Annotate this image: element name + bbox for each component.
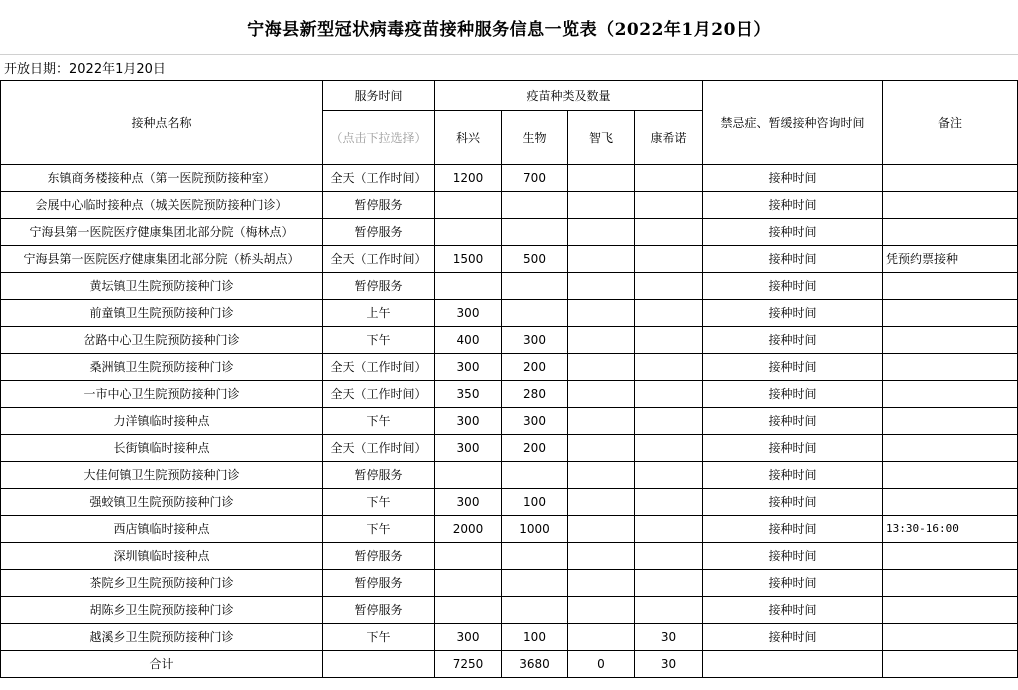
table-row (1, 246, 1018, 273)
table-row (1, 462, 1018, 489)
table-row (1, 192, 1018, 219)
cell-zhifei (568, 435, 635, 462)
cell-shengwu (502, 219, 568, 246)
total-time (323, 651, 435, 678)
cell-remark (883, 462, 1018, 489)
cell-consult: 接种时间 (703, 570, 883, 597)
cell-remark (883, 300, 1018, 327)
cell-consult: 接种时间 (703, 219, 883, 246)
table-row (1, 543, 1018, 570)
cell-kexing: 300 (435, 300, 502, 327)
cell-remark (883, 273, 1018, 300)
cell-site: 力洋镇临时接种点 (1, 408, 323, 435)
cell-shengwu: 700 (502, 165, 568, 192)
cell-kangxinuo (635, 192, 703, 219)
cell-kexing: 2000 (435, 516, 502, 543)
cell-kangxinuo (635, 489, 703, 516)
cell-service-time[interactable]: 下午 (323, 327, 435, 354)
cell-kexing: 1500 (435, 246, 502, 273)
cell-site: 胡陈乡卫生院预防接种门诊 (1, 597, 323, 624)
cell-service-time[interactable]: 全天（工作时间） (323, 435, 435, 462)
total-zhifei: 0 (568, 651, 635, 678)
cell-remark (883, 165, 1018, 192)
cell-service-time[interactable]: 下午 (323, 408, 435, 435)
cell-zhifei (568, 327, 635, 354)
cell-kangxinuo (635, 408, 703, 435)
cell-site: 西店镇临时接种点 (1, 516, 323, 543)
header-remark: 备注 (883, 81, 1018, 165)
cell-site: 茶院乡卫生院预防接种门诊 (1, 570, 323, 597)
cell-remark (883, 624, 1018, 651)
cell-site: 长街镇临时接种点 (1, 435, 323, 462)
cell-remark (883, 597, 1018, 624)
cell-zhifei (568, 462, 635, 489)
total-row (1, 651, 1018, 678)
table-row (1, 300, 1018, 327)
header-kexing: 科兴 (435, 111, 502, 165)
cell-kangxinuo (635, 543, 703, 570)
vaccination-table (0, 80, 1018, 678)
table-row (1, 165, 1018, 192)
cell-remark (883, 354, 1018, 381)
cell-kangxinuo (635, 219, 703, 246)
cell-service-time[interactable]: 暂停服务 (323, 273, 435, 300)
cell-site: 一市中心卫生院预防接种门诊 (1, 381, 323, 408)
cell-service-time[interactable]: 暂停服务 (323, 192, 435, 219)
cell-service-time[interactable]: 暂停服务 (323, 543, 435, 570)
cell-zhifei (568, 408, 635, 435)
cell-site: 强蛟镇卫生院预防接种门诊 (1, 489, 323, 516)
cell-service-time[interactable]: 暂停服务 (323, 570, 435, 597)
cell-kangxinuo (635, 597, 703, 624)
cell-shengwu: 300 (502, 408, 568, 435)
cell-kangxinuo: 30 (635, 624, 703, 651)
cell-kangxinuo (635, 516, 703, 543)
cell-zhifei (568, 354, 635, 381)
table-row (1, 219, 1018, 246)
cell-site: 越溪乡卫生院预防接种门诊 (1, 624, 323, 651)
cell-kexing (435, 219, 502, 246)
cell-shengwu: 100 (502, 624, 568, 651)
cell-shengwu (502, 570, 568, 597)
cell-consult: 接种时间 (703, 192, 883, 219)
cell-remark (883, 327, 1018, 354)
cell-remark: 凭预约票接种 (883, 246, 1018, 273)
cell-kangxinuo (635, 570, 703, 597)
cell-site: 深圳镇临时接种点 (1, 543, 323, 570)
cell-kangxinuo (635, 354, 703, 381)
cell-shengwu (502, 543, 568, 570)
cell-site: 东镇商务楼接种点（第一医院预防接种室） (1, 165, 323, 192)
cell-shengwu: 200 (502, 435, 568, 462)
cell-kexing (435, 543, 502, 570)
cell-consult: 接种时间 (703, 408, 883, 435)
cell-zhifei (568, 300, 635, 327)
cell-consult: 接种时间 (703, 165, 883, 192)
table-row (1, 354, 1018, 381)
cell-zhifei (568, 192, 635, 219)
cell-zhifei (568, 570, 635, 597)
cell-site: 会展中心临时接种点（城关医院预防接种门诊） (1, 192, 323, 219)
cell-zhifei (568, 165, 635, 192)
cell-kexing: 300 (435, 408, 502, 435)
cell-consult: 接种时间 (703, 246, 883, 273)
cell-shengwu: 500 (502, 246, 568, 273)
header-vaccine-types: 疫苗种类及数量 (435, 81, 703, 111)
cell-remark (883, 570, 1018, 597)
table-row (1, 570, 1018, 597)
header-shengwu: 生物 (502, 111, 568, 165)
cell-kangxinuo (635, 381, 703, 408)
cell-zhifei (568, 543, 635, 570)
cell-consult: 接种时间 (703, 327, 883, 354)
cell-remark (883, 192, 1018, 219)
cell-consult: 接种时间 (703, 624, 883, 651)
cell-consult: 接种时间 (703, 354, 883, 381)
header-service-time-hint: （点击下拉选择） (323, 111, 435, 165)
cell-kexing (435, 192, 502, 219)
cell-service-time[interactable]: 下午 (323, 489, 435, 516)
total-remark (883, 651, 1018, 678)
header-service-time: 服务时间 (323, 81, 435, 111)
cell-shengwu (502, 462, 568, 489)
open-date: 开放日期：2022年1月20日 (0, 54, 1018, 80)
cell-service-time[interactable]: 暂停服务 (323, 597, 435, 624)
cell-service-time[interactable]: 暂停服务 (323, 219, 435, 246)
cell-zhifei (568, 624, 635, 651)
cell-kangxinuo (635, 462, 703, 489)
cell-zhifei (568, 597, 635, 624)
cell-site: 黄坛镇卫生院预防接种门诊 (1, 273, 323, 300)
cell-remark: 13:30-16:00 (883, 516, 1018, 543)
cell-kexing (435, 570, 502, 597)
cell-service-time[interactable]: 上午 (323, 300, 435, 327)
cell-shengwu: 280 (502, 381, 568, 408)
table-row (1, 408, 1018, 435)
cell-zhifei (568, 516, 635, 543)
total-kangxinuo: 30 (635, 651, 703, 678)
cell-site: 大佳何镇卫生院预防接种门诊 (1, 462, 323, 489)
cell-site: 宁海县第一医院医疗健康集团北部分院（梅林点） (1, 219, 323, 246)
cell-kangxinuo (635, 300, 703, 327)
cell-shengwu: 1000 (502, 516, 568, 543)
cell-shengwu (502, 273, 568, 300)
cell-service-time[interactable]: 全天（工作时间） (323, 165, 435, 192)
cell-remark (883, 543, 1018, 570)
cell-service-time[interactable]: 全天（工作时间） (323, 381, 435, 408)
cell-kexing (435, 462, 502, 489)
table-row (1, 273, 1018, 300)
cell-kexing: 300 (435, 624, 502, 651)
cell-service-time[interactable]: 下午 (323, 624, 435, 651)
cell-site: 前童镇卫生院预防接种门诊 (1, 300, 323, 327)
cell-kexing: 300 (435, 435, 502, 462)
cell-zhifei (568, 381, 635, 408)
cell-shengwu (502, 192, 568, 219)
table-row (1, 624, 1018, 651)
cell-remark (883, 435, 1018, 462)
cell-site: 宁海县第一医院医疗健康集团北部分院（桥头胡点） (1, 246, 323, 273)
cell-kexing: 350 (435, 381, 502, 408)
cell-remark (883, 408, 1018, 435)
cell-kangxinuo (635, 435, 703, 462)
total-shengwu: 3680 (502, 651, 568, 678)
header-consult: 禁忌症、暂缓接种咨询时间 (703, 81, 883, 165)
cell-zhifei (568, 219, 635, 246)
cell-zhifei (568, 246, 635, 273)
cell-consult: 接种时间 (703, 462, 883, 489)
table-row (1, 435, 1018, 462)
cell-remark (883, 381, 1018, 408)
cell-site: 岔路中心卫生院预防接种门诊 (1, 327, 323, 354)
cell-kangxinuo (635, 327, 703, 354)
header-site: 接种点名称 (1, 81, 323, 165)
table-row (1, 327, 1018, 354)
table-row (1, 381, 1018, 408)
cell-shengwu: 200 (502, 354, 568, 381)
cell-consult: 接种时间 (703, 543, 883, 570)
cell-site: 桑洲镇卫生院预防接种门诊 (1, 354, 323, 381)
cell-shengwu (502, 300, 568, 327)
cell-kexing (435, 273, 502, 300)
cell-service-time[interactable]: 暂停服务 (323, 462, 435, 489)
cell-kexing: 300 (435, 354, 502, 381)
cell-kexing: 1200 (435, 165, 502, 192)
cell-remark (883, 219, 1018, 246)
cell-consult: 接种时间 (703, 597, 883, 624)
cell-kexing: 400 (435, 327, 502, 354)
cell-consult: 接种时间 (703, 273, 883, 300)
cell-consult: 接种时间 (703, 381, 883, 408)
cell-kexing: 300 (435, 489, 502, 516)
total-consult (703, 651, 883, 678)
cell-kangxinuo (635, 165, 703, 192)
total-label: 合计 (1, 651, 323, 678)
cell-remark (883, 489, 1018, 516)
cell-service-time[interactable]: 全天（工作时间） (323, 354, 435, 381)
cell-kangxinuo (635, 273, 703, 300)
cell-kangxinuo (635, 246, 703, 273)
cell-consult: 接种时间 (703, 300, 883, 327)
cell-shengwu: 300 (502, 327, 568, 354)
page-title: 宁海县新型冠状病毒疫苗接种服务信息一览表（2022年1月20日） (247, 19, 771, 40)
cell-service-time[interactable]: 下午 (323, 516, 435, 543)
cell-consult: 接种时间 (703, 435, 883, 462)
cell-shengwu: 100 (502, 489, 568, 516)
table-row (1, 489, 1018, 516)
cell-consult: 接种时间 (703, 489, 883, 516)
cell-shengwu (502, 597, 568, 624)
total-kexing: 7250 (435, 651, 502, 678)
table-row (1, 597, 1018, 624)
cell-consult: 接种时间 (703, 516, 883, 543)
header-kangxinuo: 康希诺 (635, 111, 703, 165)
cell-zhifei (568, 273, 635, 300)
cell-service-time[interactable]: 全天（工作时间） (323, 246, 435, 273)
cell-kexing (435, 597, 502, 624)
header-zhifei: 智飞 (568, 111, 635, 165)
table-row (1, 516, 1018, 543)
cell-zhifei (568, 489, 635, 516)
